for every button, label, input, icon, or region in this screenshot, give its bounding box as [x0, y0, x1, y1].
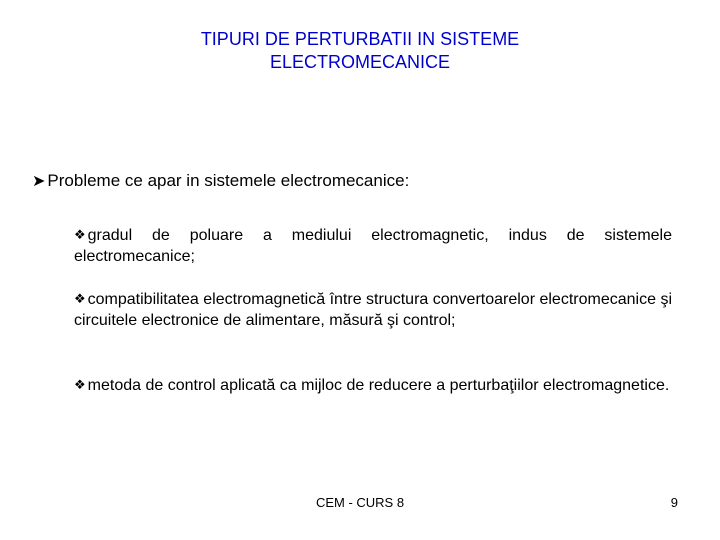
slide-title: [60, 28, 660, 74]
diamond-bullet-icon: ❖: [74, 377, 86, 392]
bullet-item-1: [74, 224, 672, 267]
slide-title-line-1: TIPURI DE PERTURBATII IN SISTEME: [200, 29, 520, 49]
diamond-bullet-icon: ❖: [74, 227, 86, 242]
bullet-item-3: [74, 374, 672, 396]
footer-text: CEM - CURS 8: [315, 495, 405, 510]
slide-title-line-2: ELECTROMECANICE: [269, 52, 451, 72]
arrow-bullet-icon: ➤: [32, 173, 46, 190]
bullet-item-2: [74, 288, 672, 331]
bullet-text-1: gradul de poluare a mediului electromagnetic, indus de sistemele electromecanice;: [74, 227, 672, 265]
section-heading-text: Probleme ce apar in sistemele electromecanice:: [47, 171, 410, 190]
section-heading: [32, 170, 409, 193]
bullet-text-2: compatibilitatea electromagnetică între structura convertoarelor electromecanice şi circuitele electronice de alimentare, măsură şi control;: [74, 291, 672, 329]
diamond-bullet-icon: ❖: [74, 291, 86, 306]
bullet-text-3: metoda de control aplicată ca mijloc de reducere a perturbaţiilor electromagnetice.: [87, 377, 670, 394]
page-number: 9: [670, 495, 678, 510]
